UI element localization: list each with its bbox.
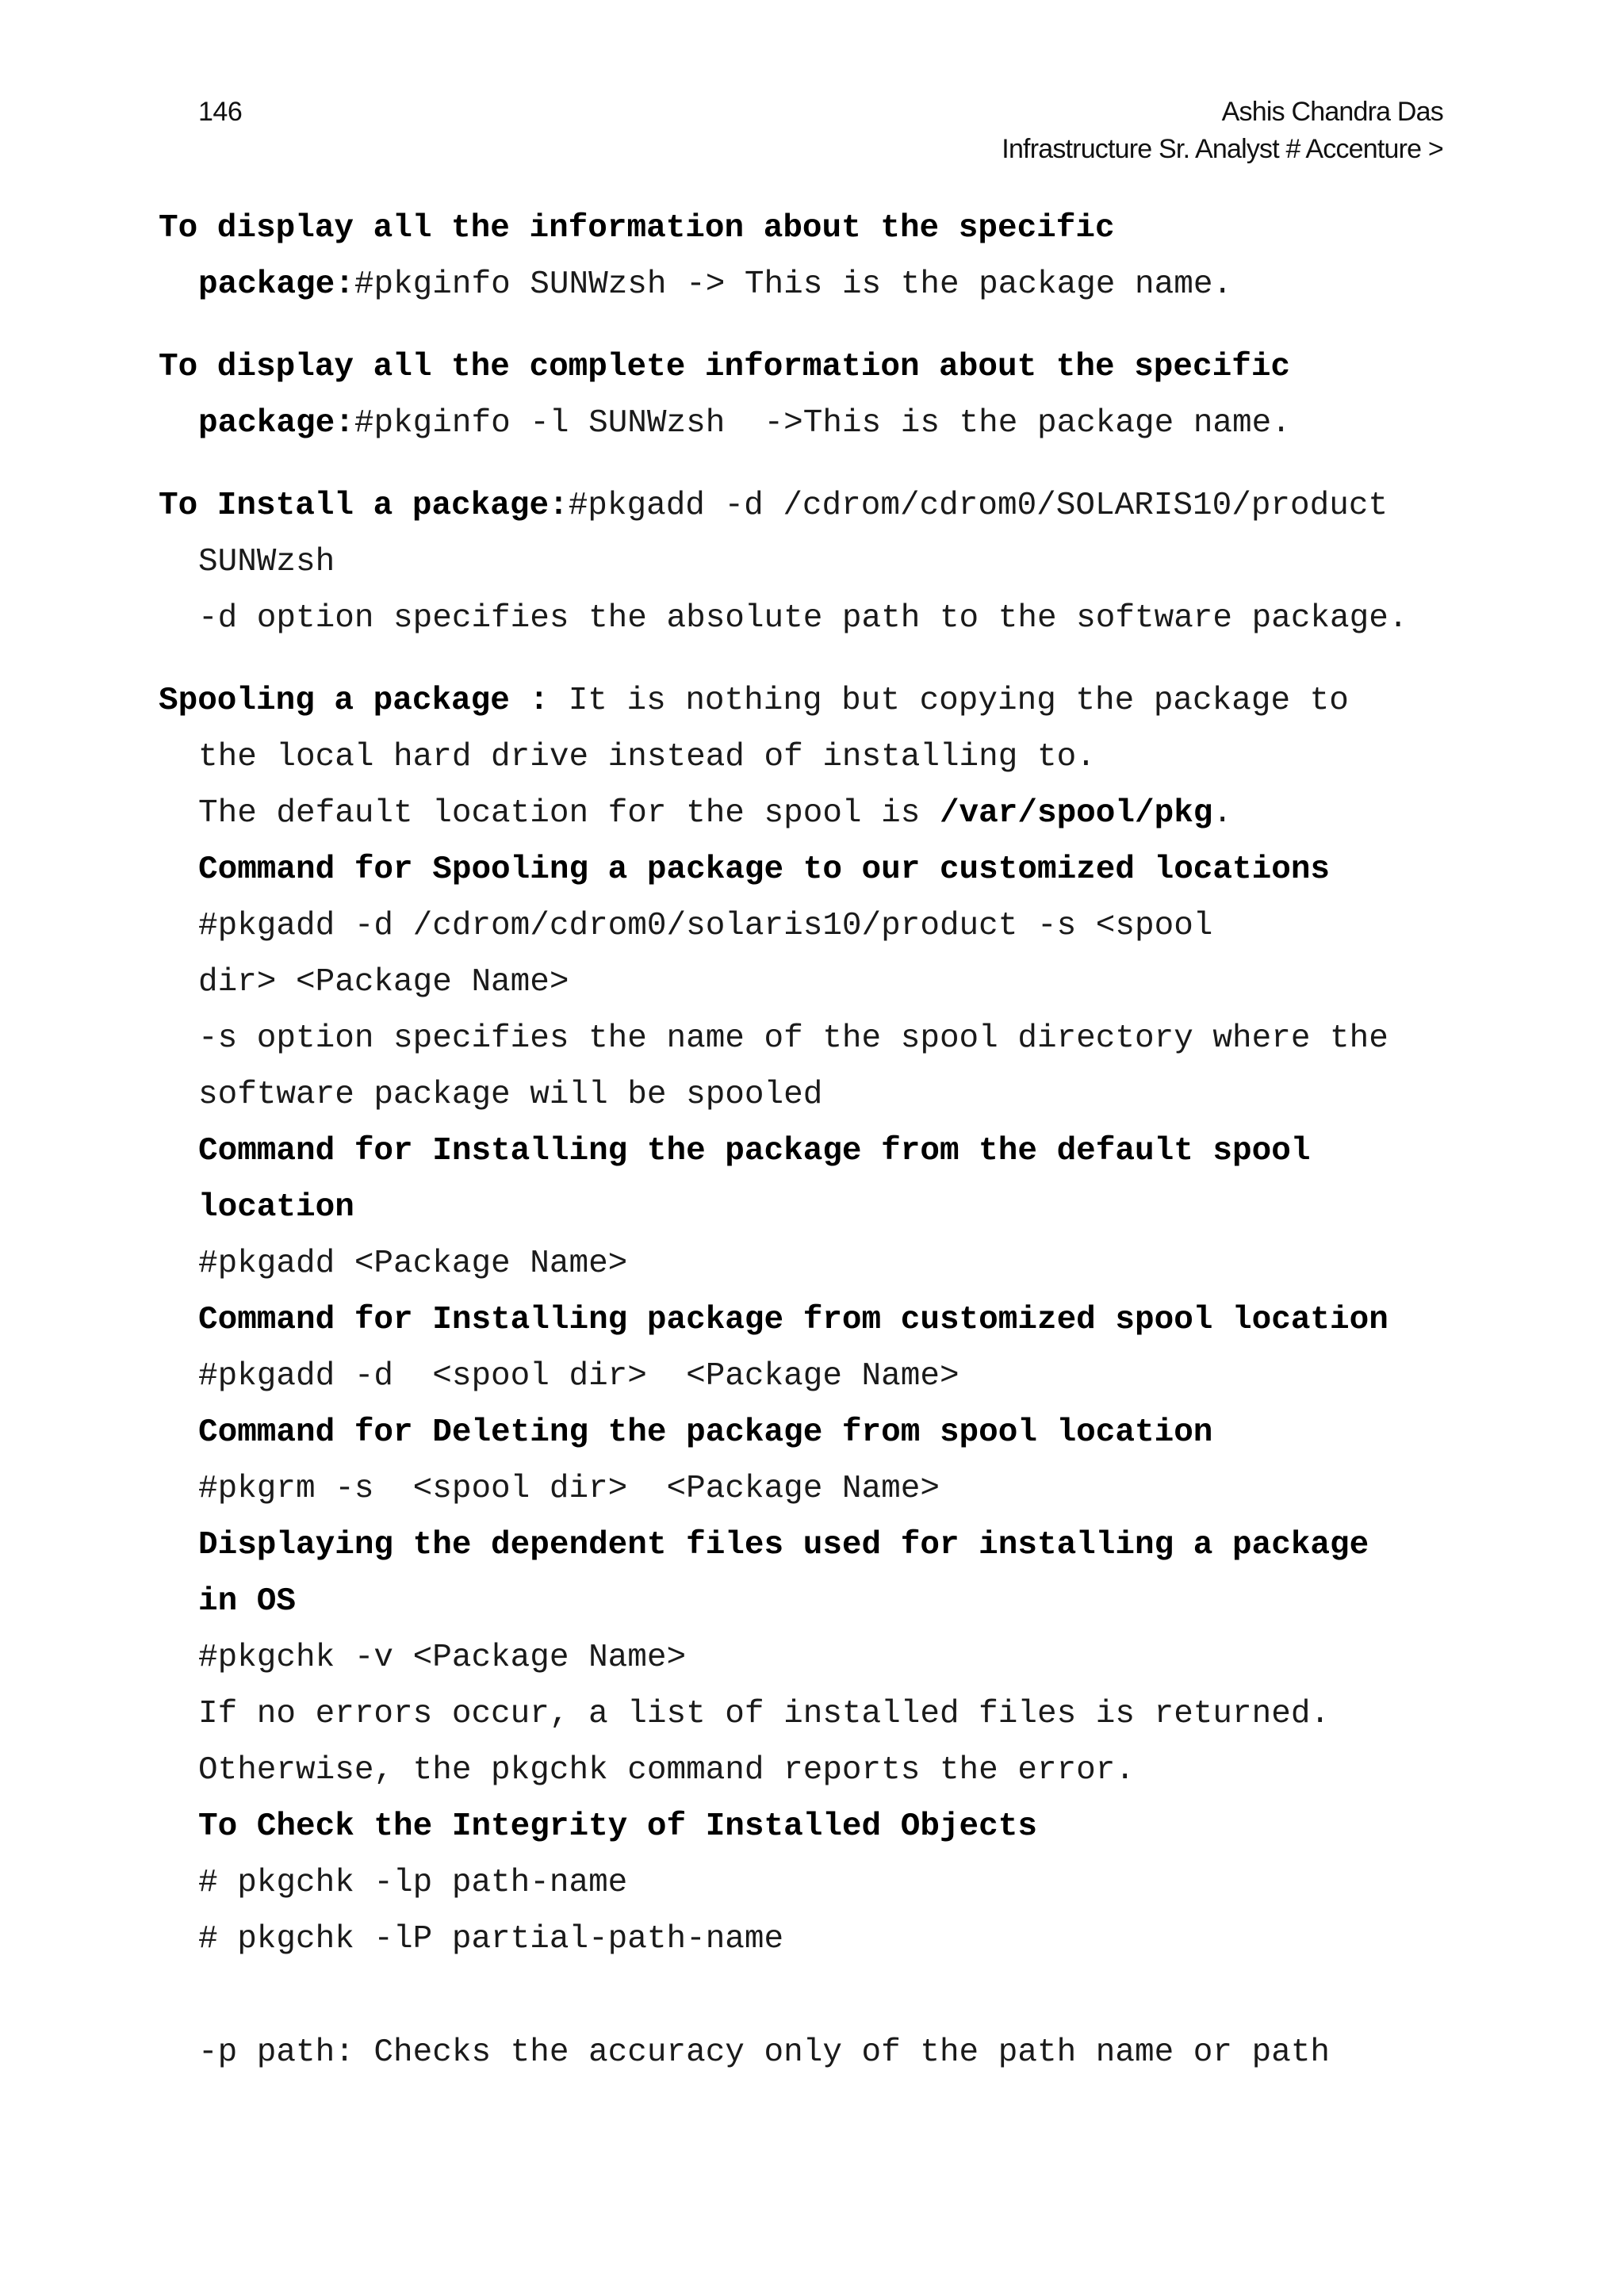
dependent-heading: Displaying the dependent files used for installing a package <box>198 1527 1369 1563</box>
install-d-option-note: -d option specifies the absolute path to the software package. <box>198 600 1408 637</box>
pkginfo-l-command-line <box>159 396 1459 452</box>
spool-default-text: The default location for the spool is <box>198 795 940 832</box>
author-role: Infrastructure Sr. Analyst # Accenture > <box>1002 134 1443 164</box>
spool-s-option-note: -s option specifies the name of the spool directory where the <box>198 1020 1388 1057</box>
author-name: Ashis Chandra Das <box>1221 97 1443 127</box>
pkgchk-note-2: Otherwise, the pkgchk command reports the error. <box>198 1752 1135 1789</box>
pkginfo-command-line <box>159 257 1459 313</box>
pkginfo-l-command: #pkginfo -l SUNWzsh ->This is the package name. <box>354 405 1291 442</box>
delete-command: #pkgrm -s <spool dir> <Package Name> <box>198 1471 940 1507</box>
delete-heading: Command for Deleting the package from spool location <box>198 1414 1213 1451</box>
spool-default-path: /var/spool/pkg <box>939 795 1213 832</box>
spool-custom-command-cont: dir> <Package Name> <box>198 964 569 1001</box>
integrity-command-1: # pkgchk -lp path-name <box>198 1865 628 1901</box>
pkgchk-command: #pkgchk -v <Package Name> <box>198 1640 687 1676</box>
document-body <box>159 201 1459 2081</box>
install-line <box>159 478 1459 534</box>
spool-custom-command: #pkgadd -d /cdrom/cdrom0/solaris10/product -s <spool <box>198 908 1213 944</box>
spool-default-end: . <box>1212 795 1233 832</box>
spool-desc-cont: the local hard drive instead of installing to. <box>198 739 1096 775</box>
pkginfo-l-heading: To display all the complete information about the specific <box>159 349 1291 385</box>
default-install-heading: Command for Installing the package from the default spool <box>198 1133 1311 1169</box>
pkginfo-heading: To display all the information about the specific <box>159 210 1115 247</box>
running-header <box>1002 94 1443 168</box>
spool-heading: Spooling a package : <box>159 683 550 719</box>
spool-default-location <box>159 786 1459 842</box>
spool-desc: It is nothing but copying the package to <box>549 683 1349 719</box>
install-heading: To Install a package: <box>159 488 569 524</box>
p-option-note: -p path: Checks the accuracy only of the path name or path <box>198 2034 1331 2071</box>
pkginfo-heading-cont: package: <box>198 266 354 303</box>
default-install-heading-cont: location <box>198 1189 354 1226</box>
spool-s-option-note-cont: software package will be spooled <box>198 1077 823 1113</box>
integrity-command-2: # pkgchk -lP partial-path-name <box>198 1921 784 1957</box>
custom-install-command: #pkgadd -d <spool dir> <Package Name> <box>198 1358 959 1395</box>
pkginfo-l-heading-cont: package: <box>198 405 354 442</box>
dependent-heading-cont: in OS <box>198 1583 297 1620</box>
install-command: #pkgadd -d /cdrom/cdrom0/SOLARIS10/product <box>568 488 1388 524</box>
pkginfo-command: #pkginfo SUNWzsh -> This is the package name. <box>354 266 1233 303</box>
spool-custom-heading: Command for Spooling a package to our customized locations <box>198 851 1331 888</box>
integrity-heading: To Check the Integrity of Installed Objects <box>198 1808 1037 1845</box>
pkgchk-note: If no errors occur, a list of installed files is returned. <box>198 1696 1331 1732</box>
page-number: 146 <box>198 97 243 127</box>
default-install-command: #pkgadd <Package Name> <box>198 1246 628 1282</box>
custom-install-heading: Command for Installing package from customized spool location <box>198 1302 1388 1338</box>
install-command-cont: SUNWzsh <box>198 544 335 580</box>
spool-line <box>159 673 1459 729</box>
